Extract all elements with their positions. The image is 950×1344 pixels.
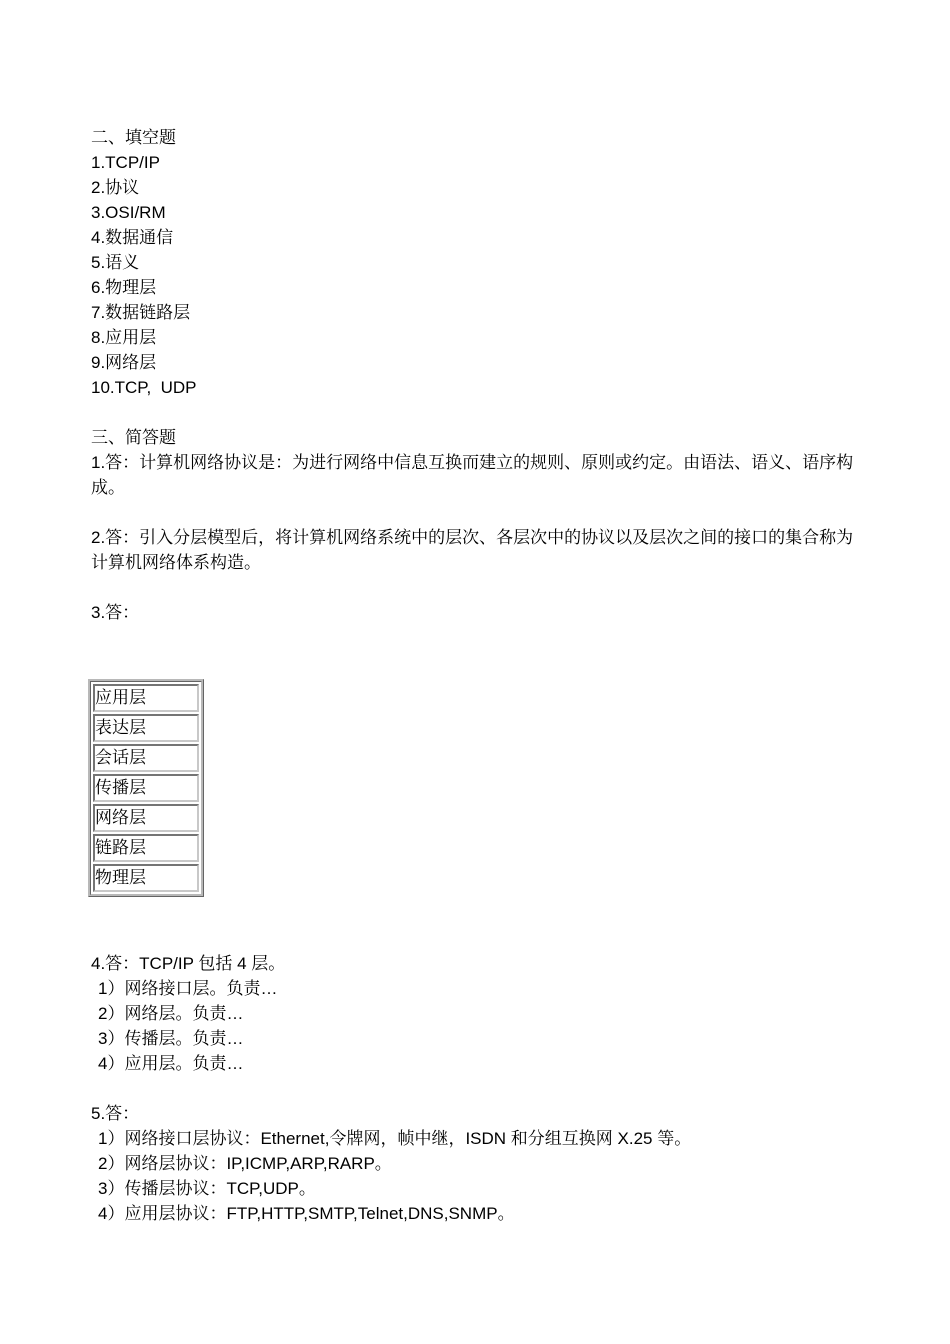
- spacer: [91, 575, 861, 600]
- fill-item: 2.协议: [91, 178, 140, 197]
- fill-item: 8.应用层: [91, 328, 157, 347]
- answer-4-item: 3）传播层。负责…: [98, 1029, 244, 1048]
- answer-5-item: 4）应用层协议：FTP,HTTP,SMTP,Telnet,DNS,SNMP。: [98, 1204, 515, 1223]
- answer-4-title: 4.答：TCP/IP 包括 4 层。: [91, 954, 286, 973]
- fill-item: 4.数据通信: [91, 228, 174, 247]
- fill-item: 1.TCP/IP: [91, 153, 160, 172]
- spacer: [91, 500, 861, 525]
- answer-4-item: 2）网络层。负责…: [98, 1004, 244, 1023]
- fill-item: 9.网络层: [91, 353, 157, 372]
- layer-cell: 会话层: [93, 744, 199, 772]
- fill-section-heading: 二、填空题: [91, 128, 176, 147]
- answer-5-item: 1）网络接口层协议：Ethernet,令牌网，帧中继，ISDN 和分组互换网 X.25 等。: [98, 1129, 692, 1148]
- answer-4-item: 4）应用层。负责…: [98, 1054, 244, 1073]
- answer-1: 1.答：计算机网络协议是：为进行网络中信息互换而建立的规则、原则或约定。由语法、语义、语序构成。: [91, 453, 854, 497]
- spacer: [91, 1076, 861, 1101]
- answer-2: 2.答：引入分层模型后，将计算机网络系统中的层次、各层次中的协议以及层次之间的接口的集合称为计算机网络体系构造。: [91, 528, 854, 572]
- answer-5-title: 5.答：: [91, 1104, 140, 1123]
- layer-cell: 应用层: [93, 684, 199, 712]
- answer-4-item: 1）网络接口层。负责…: [98, 979, 278, 998]
- short-answer-heading: 三、简答题: [91, 428, 176, 447]
- answer-5-item: 2）网络层协议：IP,ICMP,ARP,RARP。: [98, 1154, 392, 1173]
- osi-layer-table: [88, 679, 204, 897]
- document-body: [91, 125, 861, 1226]
- fill-item: 7.数据链路层: [91, 303, 191, 322]
- layer-cell: 链路层: [93, 834, 199, 862]
- answer-5-item: 3）传播层协议：TCP,UDP。: [98, 1179, 316, 1198]
- layer-cell: 传播层: [93, 774, 199, 802]
- spacer: [91, 400, 861, 425]
- layer-cell: 物理层: [93, 864, 199, 892]
- layer-cell: 网络层: [93, 804, 199, 832]
- fill-item: 3.OSI/RM: [91, 203, 166, 222]
- fill-item: 6.物理层: [91, 278, 157, 297]
- fill-item: 5.语义: [91, 253, 140, 272]
- fill-item: 10.TCP, UDP: [91, 378, 197, 397]
- answer-3-label: 3.答：: [91, 603, 140, 622]
- layer-cell: 表达层: [93, 714, 199, 742]
